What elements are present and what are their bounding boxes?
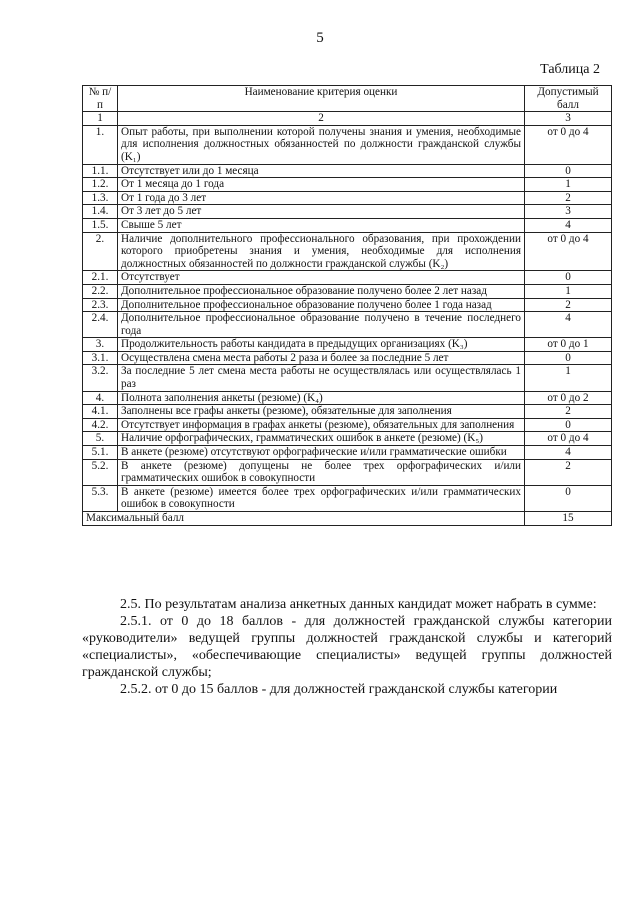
- row-criterion: В анкете (резюме) отсутствуют орфографические и/или грамматические ошибки: [118, 446, 525, 460]
- row-score: 0: [525, 271, 612, 285]
- header-num: № п/п: [83, 86, 118, 112]
- row-num: 3.1.: [83, 351, 118, 365]
- table-row: [83, 405, 612, 419]
- table-row: [83, 205, 612, 219]
- row-criterion: В анкете (резюме) имеется более трех орфографических и/или грамматических ошибок в совокупности: [118, 485, 525, 511]
- table-row: [83, 391, 612, 405]
- row-num: 3.2.: [83, 365, 118, 391]
- row-criterion: От 1 года до 3 лет: [118, 191, 525, 205]
- row-score: 1: [525, 365, 612, 391]
- row-score: 1: [525, 284, 612, 298]
- row-score: от 0 до 2: [525, 391, 612, 405]
- table-row: [83, 432, 612, 446]
- row-num: 1.3.: [83, 191, 118, 205]
- row-score: 2: [525, 459, 612, 485]
- paragraph: 2.5.1. от 0 до 18 баллов - для должностей гражданской службы категории «руководители» ведущей группы должностей гражданской службы и категорий «специалисты», «обеспечивающие специалисты» ведущей группы должностей гражданской службы;: [82, 614, 612, 680]
- row-criterion: Заполнены все графы анкеты (резюме), обязательные для заполнения: [118, 405, 525, 419]
- row-num: 4.: [83, 391, 118, 405]
- total-row: [83, 512, 612, 526]
- row-score: 0: [525, 418, 612, 432]
- row-num: 3.: [83, 338, 118, 352]
- row-score: от 0 до 4: [525, 125, 612, 164]
- table-header-row: [83, 86, 612, 112]
- row-criterion: Наличие дополнительного профессионального образования, при прохождении которого приобретены знания и умения, необходимые для исполнения должностных обязанностей по должности гражданской службы (K₂): [118, 232, 525, 271]
- row-score: от 0 до 4: [525, 432, 612, 446]
- page-number: 5: [316, 30, 324, 46]
- row-criterion: От 3 лет до 5 лет: [118, 205, 525, 219]
- row-criterion: Осуществлена смена места работы 2 раза и более за последние 5 лет: [118, 351, 525, 365]
- row-num: 2.: [83, 232, 118, 271]
- table-row: [83, 125, 612, 164]
- row-criterion: Опыт работы, при выполнении которой получены знания и умения, необходимые для исполнения должностных обязанностей по должности гражданской службы (K₁): [118, 125, 525, 164]
- row-criterion: Полнота заполнения анкеты (резюме) (K₄): [118, 391, 525, 405]
- row-score: 0: [525, 351, 612, 365]
- row-num: 4.2.: [83, 418, 118, 432]
- table-row: [83, 351, 612, 365]
- table-row: [83, 446, 612, 460]
- row-criterion: От 1 месяца до 1 года: [118, 178, 525, 192]
- row-num: 1.2.: [83, 178, 118, 192]
- row-criterion: Отсутствует: [118, 271, 525, 285]
- row-num: 2.1.: [83, 271, 118, 285]
- row-score: 0: [525, 485, 612, 511]
- row-num: 1.5.: [83, 218, 118, 232]
- row-score: 2: [525, 298, 612, 312]
- table-row: [83, 485, 612, 511]
- row-score: 2: [525, 405, 612, 419]
- row-num: 1.4.: [83, 205, 118, 219]
- row-num: 5.: [83, 432, 118, 446]
- row-criterion: Дополнительное профессиональное образование получено более 2 лет назад: [118, 284, 525, 298]
- table-row: [83, 271, 612, 285]
- table-row: [83, 164, 612, 178]
- table-row: [83, 418, 612, 432]
- row-num: 5.2.: [83, 459, 118, 485]
- row-criterion: Продолжительность работы кандидата в предыдущих организациях (K₃): [118, 338, 525, 352]
- row-num: 1.1.: [83, 164, 118, 178]
- row-num: 2.4.: [83, 312, 118, 338]
- row-score: от 0 до 4: [525, 232, 612, 271]
- row-num: 2.2.: [83, 284, 118, 298]
- table-row: [83, 459, 612, 485]
- row-score: 2: [525, 191, 612, 205]
- table-row: [83, 191, 612, 205]
- table-row: [83, 298, 612, 312]
- table-row: [83, 232, 612, 271]
- row-num: 1.: [83, 125, 118, 164]
- row-criterion: Отсутствует или до 1 месяца: [118, 164, 525, 178]
- row-criterion: В анкете (резюме) допущены не более трех орфографических и/или грамматических ошибок в совокупности: [118, 459, 525, 485]
- criteria-table: [82, 85, 612, 526]
- row-num: 5.3.: [83, 485, 118, 511]
- col-number-2: 2: [118, 112, 525, 126]
- row-score: 0: [525, 164, 612, 178]
- row-criterion: Отсутствует информация в графах анкеты (резюме), обязательных для заполнения: [118, 418, 525, 432]
- row-num: 2.3.: [83, 298, 118, 312]
- row-criterion: Свыше 5 лет: [118, 218, 525, 232]
- column-number-row: [83, 112, 612, 126]
- row-criterion: Дополнительное профессиональное образование получено в течение последнего года: [118, 312, 525, 338]
- table-row: [83, 338, 612, 352]
- table-caption: Таблица 2: [540, 62, 600, 77]
- header-score: Допустимый балл: [525, 86, 612, 112]
- row-criterion: Дополнительное профессиональное образование получено более 1 года назад: [118, 298, 525, 312]
- col-number-1: 1: [83, 112, 118, 126]
- total-score: 15: [525, 512, 612, 526]
- row-score: 4: [525, 446, 612, 460]
- row-score: 4: [525, 218, 612, 232]
- table-row: [83, 284, 612, 298]
- table-row: [83, 178, 612, 192]
- row-score: от 0 до 1: [525, 338, 612, 352]
- row-criterion: Наличие орфографических, грамматических ошибок в анкете (резюме) (K₅): [118, 432, 525, 446]
- paragraph: 2.5.2. от 0 до 15 баллов - для должностей гражданской службы категории: [120, 682, 558, 697]
- table-row: [83, 218, 612, 232]
- row-score: 4: [525, 312, 612, 338]
- row-score: 3: [525, 205, 612, 219]
- table-row: [83, 312, 612, 338]
- table-row: [83, 365, 612, 391]
- col-number-3: 3: [525, 112, 612, 126]
- total-label: Максимальный балл: [83, 512, 525, 526]
- row-score: 1: [525, 178, 612, 192]
- paragraph: 2.5. По результатам анализа анкетных данных кандидат может набрать в сумме:: [120, 597, 597, 612]
- row-num: 5.1.: [83, 446, 118, 460]
- body-text: [82, 596, 612, 698]
- row-criterion: За последние 5 лет смена места работы не осуществлялась или осуществлялась 1 раз: [118, 365, 525, 391]
- header-criterion: Наименование критерия оценки: [118, 86, 525, 112]
- row-num: 4.1.: [83, 405, 118, 419]
